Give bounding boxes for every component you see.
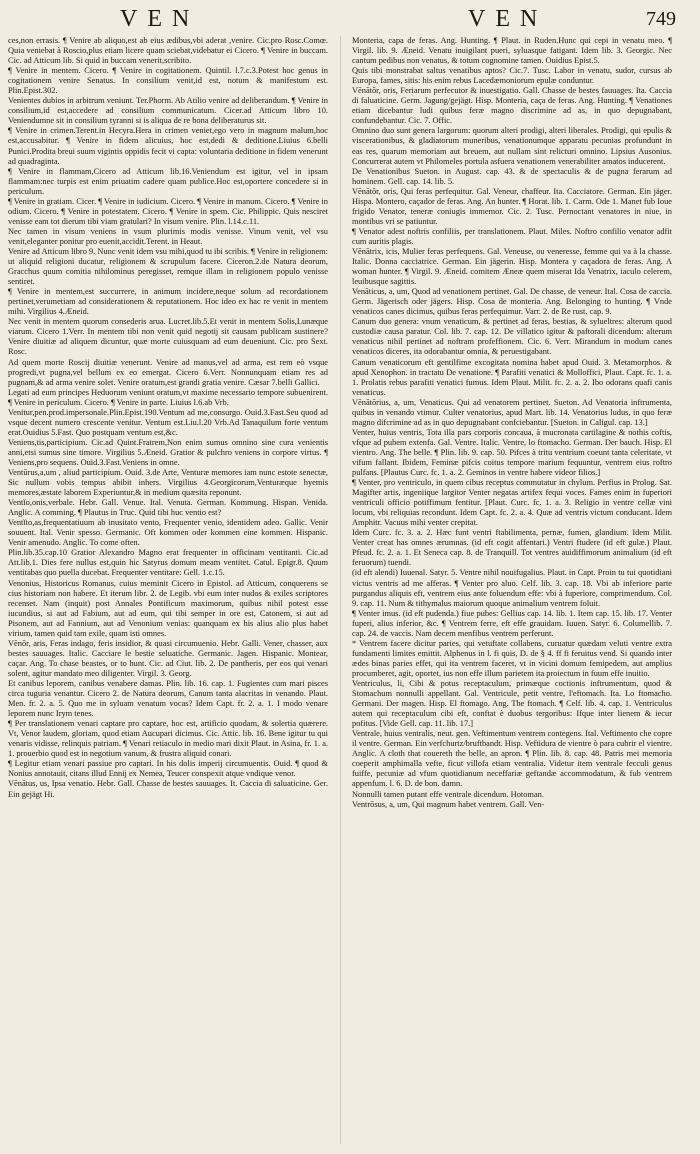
- entry-paragraph: Ventriculus, li, Cibi & potus receptaculum, primæque coctionis inftrumentum, quod & Stomachum nonnulli appellant. Gal. Ventricule, petit ventre, l'eftomach. Ita. Lo ftomacho. Germani. Der magen. Hisp. El ftomago. Ang. The ftomach. ¶ Celf. lib. 4. cap. 1. Ventriculus autem qui receptaculum cibi eft, conftat è duobus tergoribus: Ifque inter lienem & iecur pofitus. [Vide Gell. cap. 11. lib. 17.]: [352, 679, 672, 729]
- entry-paragraph: ¶ Legitur etiam venari passiue pro captari. In his dolis imperij circumuentis. Ouid. ¶ quod & Nonius annotauit, citans illud Ennij ex Nemea, Teucer conspexit atque vndique venor.: [8, 759, 328, 779]
- entry-paragraph: Nec venit in mentem quorum consederis arua. Lucret.lib.5.Et venit in mentem Solis,Lunæque viarum. Cicero 1.Verr. In mentem tibi non venit quid negotij sit causam publicam sustinere? Venire diuitiæ ad aliquem dicuntur, quæ morte cuiusquam ad eum deueniunt. Cic. pro Sext. Rosc.: [8, 317, 328, 357]
- entry-paragraph: ¶ Venter imus. (id eft pudenda.) fiue pubes: Gellius cap. 14. lib. 1. Item cap. 15. lib. 17. Venter fuperi, alius inferior, &c. ¶ Ventrem ferre, eft effe grauidam. Iuuen. Satyr. 6. Columellib. 7. cap. 24. de vaccis. Nam decem menfibus ventrem perferunt.: [352, 608, 672, 638]
- running-head-left: VEN: [120, 6, 200, 32]
- entry-paragraph: Venire ad Atticum libro 9. Nunc venit idem vsu mihi,quod tu ibi scribis. ¶ Venire in religionem: ut aliquid religioni ducatur, religionem & scrupulum facere. Ciceron.2.de Natura deorum, Gracchus quum comitia nihilominus peregisset, remque illam in religionem populo venisse sentiret.: [8, 246, 328, 287]
- entry-paragraph: Venitur,pen.prod.impersonale.Plin.Epist.190.Ventum ad me,consurgo. Ouid.3.Fast.Seu quod ad vsque decent numero crescente venitur. Ventum est.Liu.l.20 Vrb.Ad Tanaquilum forte ventum erat.Ouidius 5.Fast. Quo postquam ventum est,&c.: [8, 407, 328, 437]
- entry-paragraph: Canum venaticorum eft gentilfime excogitata nomina habet apud Ouid. 3. Metamorphos. & apud Xenophon. in tractatu De venatione. ¶ Parafiti venatici & Molloffici, Plaut. Capt. fc. 1. a. 1. Prolatis rebus parafiti venatici fumus. Idem Plaut. Milit. fc. 2. a. 2. Ibo odorans quafi canis venaticus.: [352, 357, 672, 397]
- entry-paragraph: Omnino duo sunt genera largorum: quorum alteri prodigi, alteri liberales. Prodigi, qui epulis & viscerationibus, & gladiatorum muneribus, venationumque apparatu pecunias profundunt in eas res, quarum memoriam aut breuem, aut nullam sint relicturi omnino. Lipsius Ausonius. Concurrerat autem vt Philomeles portula asfuera venationem venerabiliter amatos inducerent.: [352, 126, 672, 166]
- entry-paragraph: Et canibus leporem, canibus venabere damas. Plin. lib. 16. cap. 1. Fugientes cum mari pisces circa tuguria venantur. Cicero 2. de Natura deorum, Canum tanta alacritas in venando. Plaut. Men. fr. 2. a. 5. Quo me in syluam venatum vocas? Idem Capt. fr. 2. a. 1. I modo venare leporem nunc Irym tenes.: [8, 679, 328, 719]
- entry-paragraph: Nonnulli tamen putant effe ventrale dicendum. Hotoman.: [352, 789, 544, 799]
- column-divider: [340, 36, 341, 1144]
- entry-paragraph: Ventrale, huius ventralis, neut. gen. Veftimentum ventrem contegens. Ital. Veftimento che copre il ventre. German. Ein verfchurtz/bruftbandt. Hisp. Veftidura de vientre ò para cubrir el vientre. Anglic. A cloth that couereth the belle, an apron. ¶ Plin. lib. 8. cap. 48. Patris mei memoria coeperit amphimalla vefte, ficut villofa etiam ventralia. Videtur item ventrale fecculi genus fuiffe, pecuniæ ad vfum quotidianum neceffariæ geftandæ accommodatum, & fub ventrem appenfum. l. 6. D. de bon. damn.: [352, 729, 672, 789]
- entry-paragraph: ¶ Venator adest noftris confiliis, per translationem. Plaut. Miles. Noftro confilio venator adfit cum auritis plagis.: [352, 226, 672, 246]
- entry-paragraph: Ventĭto,as,frequentatiuum ab inusitato vento, Frequenter venio, identidem adeo. Gallic. Venir souuent. Ital. Venir spesso. Germanic. Oft kommen oder kommen eine kommen. Hispanic. Venir amenudo. Anglic. To come often.: [8, 518, 328, 548]
- entry-paragraph: Venonius, Historicus Romanus, cuius meminit Cicero in Epistol. ad Atticum, conquerens se cius historiam non habere. Et iterum libr. 2. de Legib. vbi eum inter nudos & exiles scriptores recenset. Nam (inquit) post Annales Pontificum maximorum, quibus nihil potest esse iucundius, si aut ad Fabium, aut ad eum, qui tibi semper in ore est, Catonem, si aut ad Pisonem, aut ad Fannium, aut ad Venonium venias: quanquam ex his alius alio plus habet virium, tamen quid tam exile, quam isti omnes.: [8, 578, 328, 638]
- entry-paragraph: Venter, huius ventris, Tota illa pars corporis concaua, à mucronata cartilagine & nothis coftis, vfque ad pubem extenfa. Gal. Ventre. Italic. Ventre, lo ftomacho. German. Der bauch. Hisp. El vientro. Ang. The belle. ¶ Plin. lib. 9. cap. 50. Pifces à tritu ventrium coeunt tanta celeritate, vt vifum fallant. Ibidem, Feminæ pifcis coitus tempore marium fequuntur, ventrem eius roftro pulfans. [Plautus Curc. fc. 1. a. 2. Geminos in ventre habere videor filios.]: [352, 427, 672, 478]
- entry-paragraph: ¶ Venire in crimen.Terent.in Hecyra.Hera in crimen veniet,ego vero in magnum malum,hoc est,accusabitur. ¶ Venire in fidem alicuius, hoc est,dedi & deditione.Liuius 6.belli Punici.Prodita breui suum vigintis oppidis fecit vi capta: voluntaria deditione in fidem venerunt ad quadraginta.: [8, 126, 328, 166]
- entry-paragraph: Vēnātŏr, oris, Qui feras perfequitur. Gal. Veneur, chaffeur. Ita. Cacciatore. German. Ein jäger. Hispa. Montero, caçador de feras. Ang. An hunter. ¶ Horat. lib. 1. Carm. Ode 1. Manet fub Ioue frigido Venator, teneræ coniugis immemor. Cic. 2. Tusc. Pernoctant venatores in niue, in montibus vri se patiuntur.: [352, 186, 672, 226]
- entry-paragraph: * Ventrem facere dicitur paries, qui vetuftate collabens, curuatur quædam veluti ventre extra fundamenti limites emittit. Alphenus in l. fi quis, D. de § 4. ff fi feruitus vend. Si quando inter ædes binas paries effet, qui ita ventrem faceret, vt in vicini domum femipedem, aut amplius procumberet, agit, oportet, ius non effe illum parietem ita proiectum in fuum effe inuitio.: [352, 638, 672, 678]
- entry-paragraph: Vēnātŏr, oris, Feriarum perfecutor & inuestigatio. Gall. Chasse de bestes fauuages. Ita. Caccia di faluaticine. Germ. Jagung/gejägt. Hisp. Monteria, caça de feras. Ang. Hunting. ¶ Venationes etiam dicebantur ludi quibus feræ magno discrimine ad as, in quo depugnabant, confundebantur. Cic. 7. Offic.: [352, 86, 672, 126]
- entry-paragraph: Nec tamen in visum veniens in vsum plurimis modis venisse. Vinum venit, vel vsu venit,eleganter ponitur pro euenit,accidit.Terent. in Heaut.: [8, 226, 328, 246]
- entry-paragraph: Ventĭo,onis,verbale. Hebr. Gall. Venue. Ital. Venuta. German. Kommung. Hispan. Venida. Anglic. A comming. ¶ Plautus in Truc. Quid tibi huc ventio est?: [8, 498, 328, 518]
- entry-paragraph: Vēnātrix, icis, Mulier feras perfequens. Gal. Veneuse, ou veneresse, femme qui va à la chasse. Italic. Donna cacciatrice. German. Ein jägerin. Hisp. Montera y caçadora de feras. Ang. A woman hunter. ¶ Virgil. 9. Æneid. comitem Æneæ quem miserat Ida Venatrix, iaculo celerem, leuibusque sagittis.: [352, 246, 672, 287]
- entry-paragraph: Monteria, capa de feras. Ang. Hunting. ¶ Plaut. in Ruden.Hunc qui cepi in venatu meo. ¶ Virgil. lib. 9. Æneid. Venatu inuigilant pueri, syluasque fatigant. Idem lib. 3. Georgic. Nec cantum pedibus non venatus, & totum cognomine tamen. Ouidius Epist.5.: [352, 36, 672, 66]
- running-head-right: VEN: [468, 6, 548, 32]
- entry-paragraph: Plin.lib.35.cap.10 Gratior Alexandro Magno erat frequenter in officinam ventitanti. Cic.ad Att.lib.1. Dies fere nullus est,quin hic Satyrus domum meam ventitet. Catul. Epigr.8. Quum ventitabas quo puella ducebat. Frequenter ventitare: Gell. 1.c.15.: [8, 548, 328, 578]
- entry-paragraph: Ventūrus,a,um , aliud participium. Ouid. 3.de Arte, Venturæ memores iam nunc estote senectæ, Sic nullum vobis tempus abibit inhers. Virgilius 4.Georgicorum,Venturæque hyemis memores,æstate laborem Experiuntur,& in medium quæsita reponunt.: [8, 468, 328, 498]
- page-number: 749: [646, 8, 676, 30]
- entry-paragraph: De Venationibus Sueton. in August. cap. 43. & de spectaculis & de pugna ferarum ad hominem. Gell. cap. 14. lib. 5.: [352, 166, 672, 186]
- entry-paragraph: ¶ Venire in gratiam. Cicer. ¶ Venire in iudicium. Cicero. ¶ Venire in manum. Cicero. ¶ Venire in odium. Cicero. ¶ Venire in potestatem. Cicero. ¶ Venire in spem. Cic. Philippic. Quis nesciret venisse eam tot dierum tibi viam gratulari? In visum venire. Plin. l.14.c.11.: [8, 196, 328, 226]
- entry-paragraph: Vēnātōrius, a, um, Venaticus. Qui ad venatorem pertinet. Sueton. Ad Venatoria inftrumenta, quibus in venando vtimur. Culter venatorius, apud Mart. lib. 14. Venatorius ludus, in quo feræ magno difcrimine ad as in quo depugnabant confciebantur. [Sueton. in Caligul. cap. 13.]: [352, 397, 672, 427]
- entry-paragraph: Canum duo genera: vnum venaticum, & pertinet ad feras, bestias, & sylueltres: alterum quod custodiæ causa paratur. Col. lib. 7. cap. 12. De villatico igitur & paftorali dicendum: alterum venaticus nihil pertinet ad noftram profeffionem. Cic. 6. Verr. Mirandum in modum canes venaticos diceres, ita odorabantur omnia, & peruestigabant.: [352, 317, 672, 357]
- entry-paragraph: ¶ Venire in mentem,est succurrere, in animum incidere,neque solum ad recordationem pertinet,verumetiam ad considerationem & reputationem. Hoc ideo ex hac re venit in mentem mihi. Virgilius 4.Æneid.: [8, 287, 328, 317]
- entry-paragraph: Vēnōr, aris, Feras indago, feris insidior, & quasi circumuenio. Hebr. Galli. Vener, chasser, aux bestes sauuages. Italic. Cacciare le bestie seluatiche. Germanic. Jagen. Hispanic. Montear, caçar. Ang. To chase beastes, or to hunt. Cic. ad Ciut. lib. 2. De pantheris, per eos qui venari solent, agitur mandato meo diligenter. Virgil. 3. Georg.: [8, 638, 328, 678]
- right-column: [352, 36, 672, 1144]
- page-header: [0, 6, 700, 34]
- entry-paragraph: ¶ Venire in flammam,Cicero ad Atticum lib.16.Veniendum est igitur, vel in ipsam flammam:nec turpis est enim priuatim cadere quam publice.Hoc est,oportere concedere si in periculum.: [8, 166, 328, 196]
- entry-paragraph: ¶ Venter, pro ventriculo, in quem cibus receptus commutatur in chylum. Perfius in Prolog. Sat. Magifter artis, ingeniique largitor Venter negatas artifex fequi voces. Fames enim in fuperiori ventriculi officio potiffimum fentitur. [Plaut. Curc. fc. 1. a. 3. Religio in ventre cellæ vini locum, vbi reliquias recondunt. Idem Capt. fc. 2. a. 4. Quæ ad ventris victum conducant. Idem Amphitr. Vacuus mihi venter crepitat.: [352, 478, 672, 528]
- left-column: [8, 36, 328, 1144]
- entry-paragraph: Venāticus, a, um, Quod ad venationem pertinet. Gal. De chasse, de veneur. Ital. Cosa de caccia. Germ. Jägerisch oder jägers. Hisp. Cosa de monteria. Ang. Belonging to hunting. ¶ Vnde venaticos canes dicimus, quibus feras perfequimur. Varr. 2. de Re rust. cap. 9.: [352, 287, 672, 317]
- entry-paragraph: Vēnātus, us, Ipsa venatio. Hebr. Gall. Chasse de bestes sauuages. It. Caccia di saluaticine. Ger. Ein gejägt Hi.: [8, 779, 328, 799]
- entry-paragraph: (id eft alendi) Iuuenal. Satyr. 5. Ventre nihil nouifugalius. Plaut. in Capt. Proin tu tui quotidiani victus ventris ad me afferas. ¶ Venter pro aluo. Celf. lib. 3. cap. 18. Vbi ab inferiore parte purgandus aliquis eft, ventrem eius ante foluendum effe: vbi à fuperiore, comprimendum. Col. 9. cap. 11. Num & tithymalus maiorum quoque animalium ventrem foluit.: [352, 568, 672, 608]
- entry-paragraph: Legati ad eum principes Heduorum veniunt oratum,vt maxime necessario tempore subuenirent. ¶ Venire in periculum. Cicero. ¶ Venire in parte. Liuius l.6.ab Vrb.: [8, 387, 328, 407]
- entry-paragraph: Ventrōsus, a, um, Qui magnum habet ventrem. Gall. Ven-: [352, 799, 545, 809]
- entry-paragraph: ¶ Per translationem venari captare pro captare, hoc est, artificio quodam, & solertia quærere. Vt, Venor laudem, gloriam, quod etiam Aucupari dicimus. Cic. Attic. lib. 16. Bene igitur tu qui venaris vidisse, relinquis patriam. ¶ Venari retiaculo in medio mari dixit Plaut. in Asina, fr. 1. a. 1. prouerbio quod est in negotium vanum, & frustra aliquid conari.: [8, 719, 328, 759]
- entry-paragraph: Venientes dubios in arbitrum veniunt. Ter.Phorm. Ab Atilio venire ad deliberandum. ¶ Venire in consilium,id est,accedere ad consilium communicatum. Cicer.ad Atticum libro 10. Veniendumne sit in consilium tyranni si is aliqua de re bona deliberaturus sit.: [8, 96, 328, 126]
- entry-paragraph: Ad quem morte Roscij diuitiæ venerunt. Venire ad manus,vel ad arma, est rem eò vsque progredi,vt pugna,vel bellum ex eo emergat. Cicero 6.Verr. Nonnunquam etiam res ad pugnam,& ad arma venire solet. Venire oratum,est grandi gratia venire. Cæsar 7.belli Gallici.: [8, 357, 328, 387]
- entry-paragraph: ces,non errasis. ¶ Venire ab aliquo,est ab eius ædibus,vbi aderat ,venire. Cic.pro Rosc.Comœ. Quia veniebat à Roscio,plus etiam licere quam sciebat,videbatur ei Cicero. ¶ Venire in buccam. Cic. ad Atticum lib. Si quid in buccam venerit,scribito.: [8, 36, 328, 66]
- entry-paragraph: Veniens,tis,participium. Cic.ad Quint.Fratrem,Non enim sumus omnino sine cura venientis anni,etsi sumus sine timore. Virgilius 5.Æneid. Gratior & pulchro veniens in corpore virtus. ¶ Veniens,pro sequens. Ouid.3.Fast.Veniens in omne.: [8, 437, 328, 467]
- entry-paragraph: Quis tibi monstrabat saltus venatibus aptos? Cic.7. Tusc. Labor in venatu, sudor, cursus ab Europa, fames, sitis: his enim rebus Lacedæmoniorum epulæ conduntur.: [352, 66, 672, 86]
- entry-paragraph: Idem Curc. fc. 3. a. 2. Hæc funt ventri ftabilimenta, pernæ, fumen, glandium. Idem Milit. Venter creat has omnes ærumnas. (id eft cogit affentari.) Ventri ftudere (id eft gulæ.) Plaut. Pfeud. fc. 2. a. 1. Et Seneca cap. 8. de Tranquill. Tot ventres auidiffimorum animalium (id eft feruorum) tuendi.: [352, 528, 672, 568]
- entry-paragraph: ¶ Venire in mentem. Cicero. ¶ Venire in cogitationem. Quintil. l.7.c.3.Potest hoc genus in cogitationem venire Senatus. In consilium venit,id est, notum & manifestum est. Plin.Epist.302.: [8, 66, 328, 96]
